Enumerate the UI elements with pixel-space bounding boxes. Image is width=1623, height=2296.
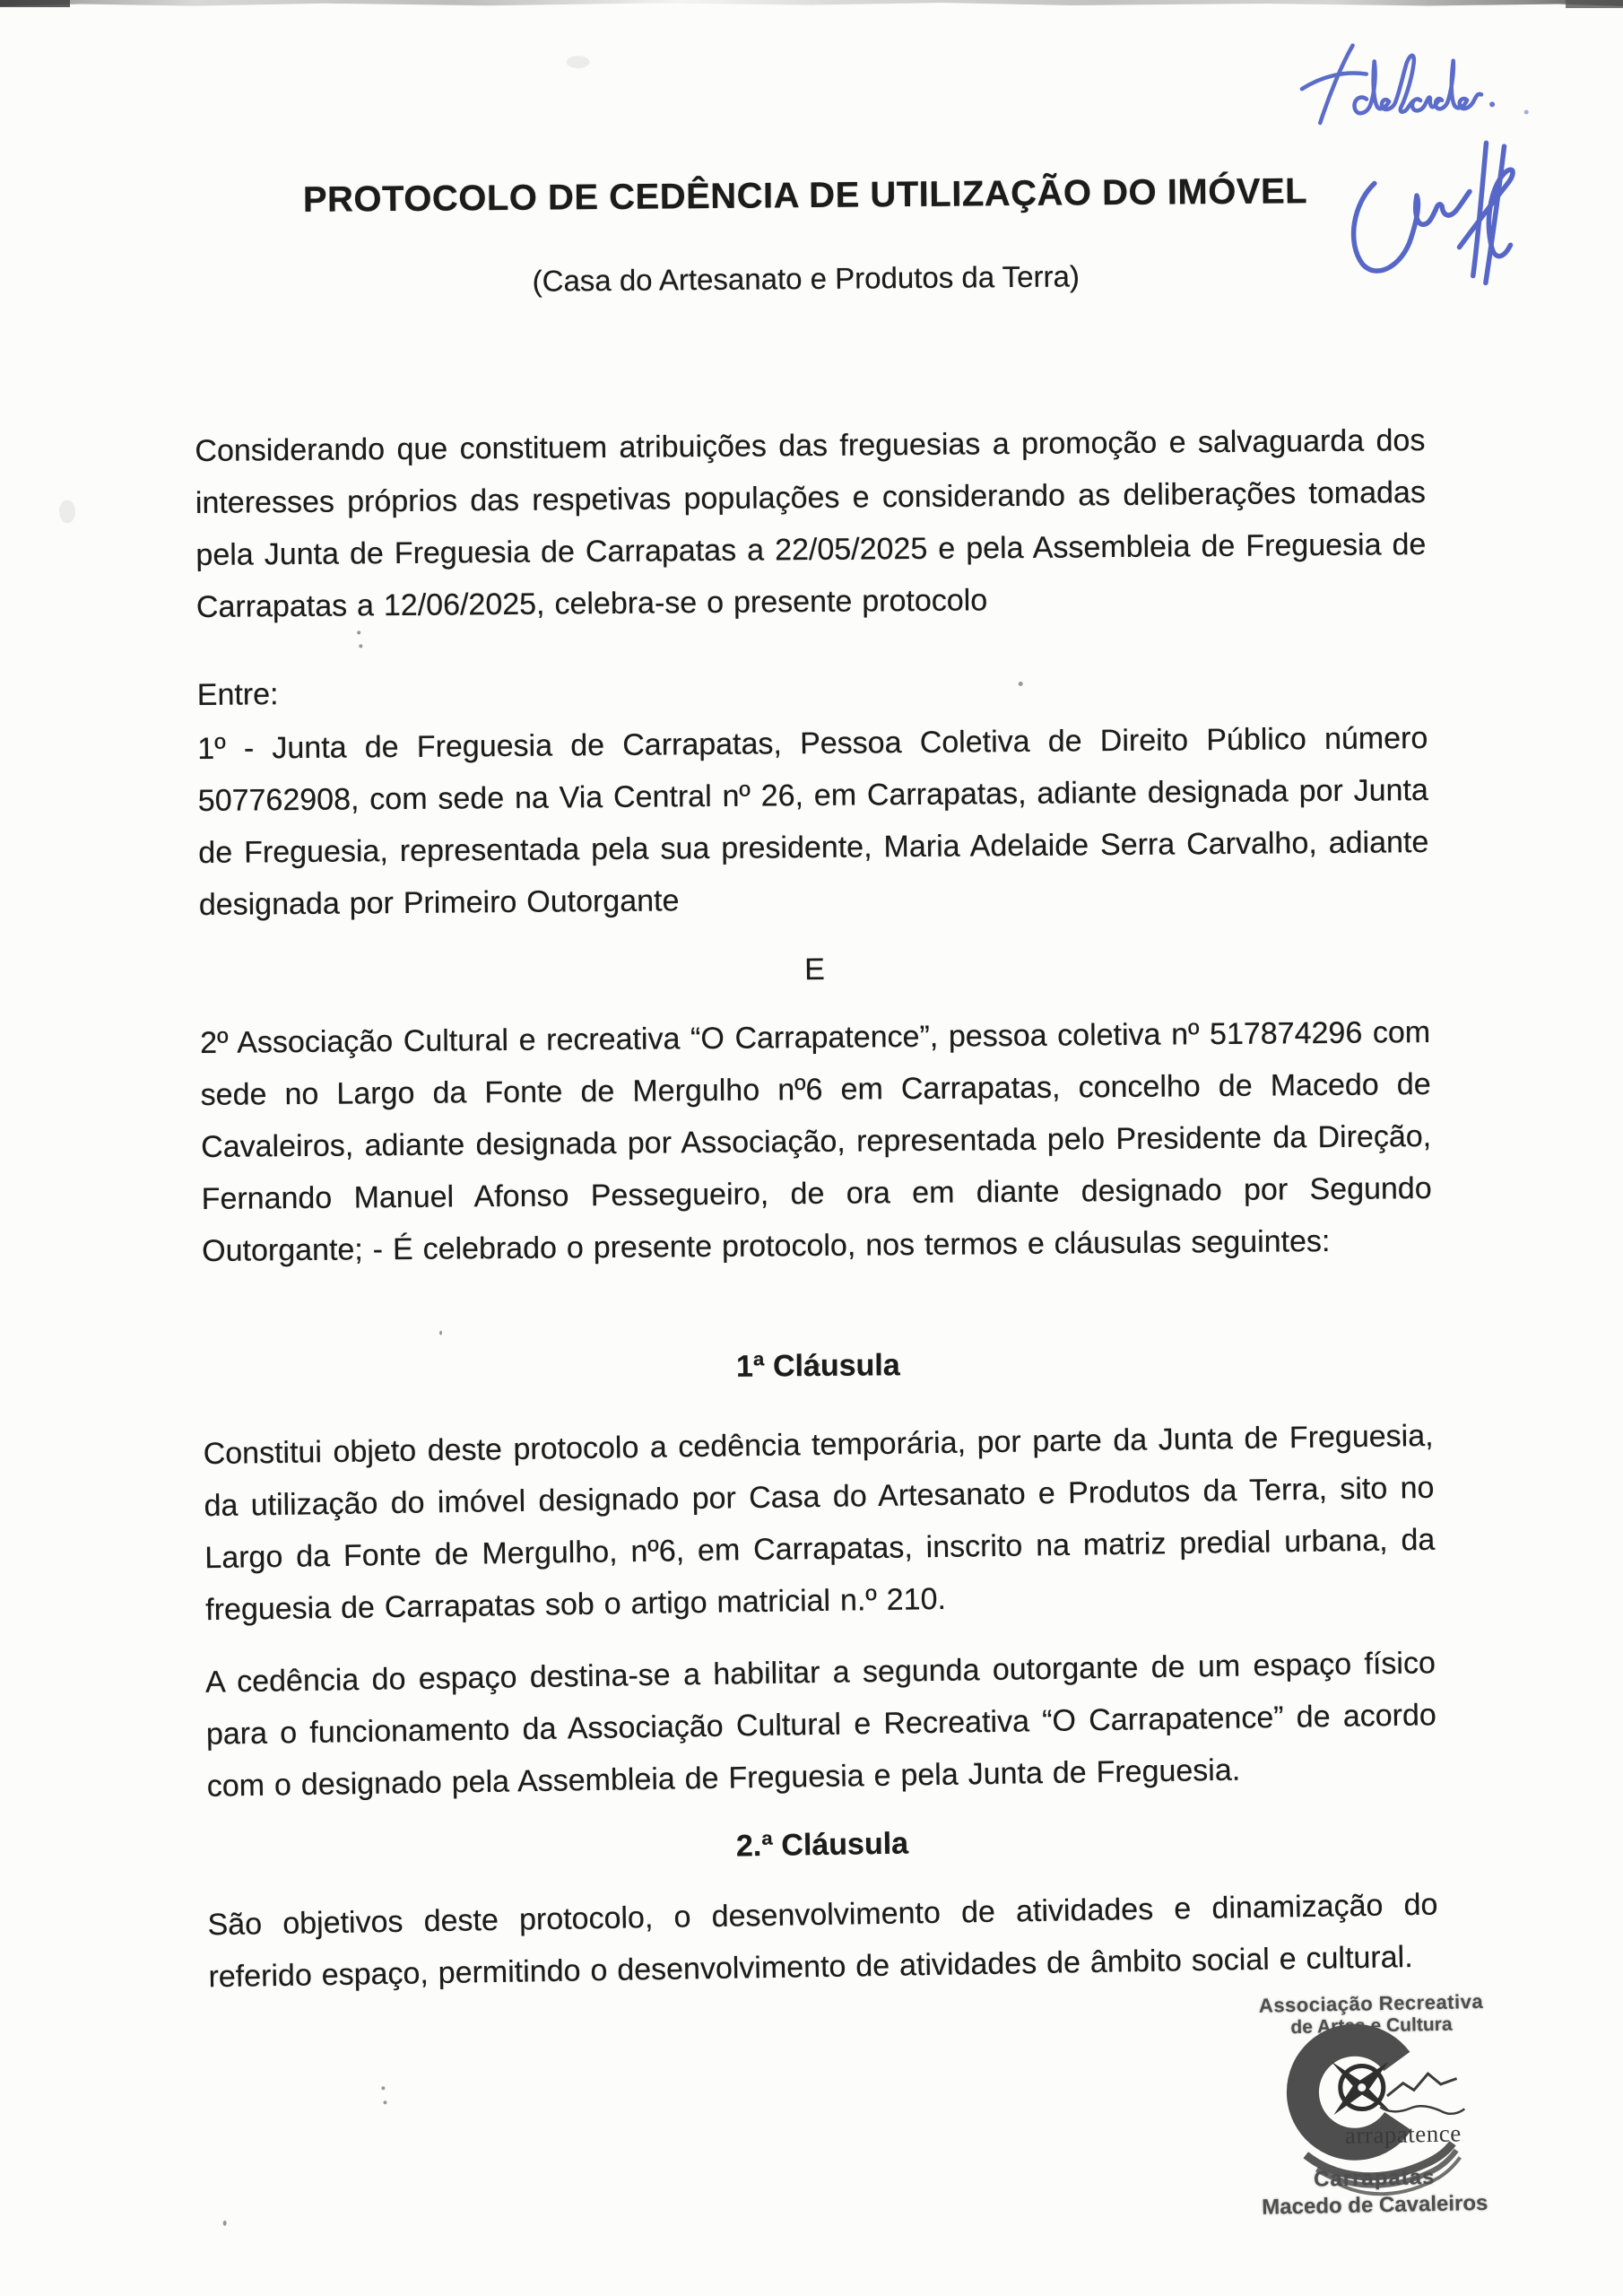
paragraph-objeto-protocolo: Constitui objeto deste protocolo a cedência temporária, por parte da Junta de Freguesia, da utilização do imóvel designado por Casa do Artesanato e Produtos da Terra, sito no Largo da Fonte de Mergulho, nº6, em Carrapatas, inscrito na matriz predial urbana, da freguesia de Carrapatas sob o artigo matricial n.º 210. [203, 1418, 1436, 1628]
mountains-icon [1380, 2073, 1465, 2115]
scan-speck [357, 631, 360, 634]
signature-stray-dot [1524, 109, 1529, 114]
stamp-association-name-line1: Associação Recreativa [1258, 1989, 1484, 2017]
scan-speck [816, 1363, 820, 1367]
compass-star-icon [1331, 2060, 1391, 2115]
paragraph-segundo-outorgante: 2º Associação Cultural e recreativa “O Carrapatence”, pessoa coletiva nº 517874296 com sede no Largo da Fonte de Mergulho nº6 em Carrapatas, concelho de Macedo de Cavaleiros, adiante designada por Associação, representada pelo Presidente da Direção, Fernando Manuel Afonso Pessegueiro, de ora em diante designado por Segundo Outorgante; - É celebrado o presente protocolo, nos termos e cláusulas seguintes: [200, 1014, 1432, 1268]
stamp-municipality: Macedo de Cavaleiros [1262, 2190, 1488, 2220]
paragraph-cedencia-espaco: A cedência do espaço destina-se a habilitar a segunda outorgante de um espaço físico para o funcionamento da Associação Cultural e Recreativa “O Carrapatence” de acordo com o designado pela Assembleia de Freguesia e pela Junta de Freguesia. [204, 1646, 1437, 1804]
scan-smudge [567, 56, 590, 68]
stamp-association-name-line2: de Artes e Cultura [1290, 2013, 1453, 2039]
document-title: PROTOCOLO DE CEDÊNCIA DE UTILIZAÇÃO DO IMÓVEL [302, 171, 1308, 220]
entre-label: Entre: [196, 677, 279, 712]
scan-speck [381, 2086, 385, 2090]
clausula-2-heading: 2.ª Cláusula [735, 1826, 909, 1864]
clausula-1-heading: 1ª Cláusula [735, 1348, 900, 1384]
scan-speck [223, 2221, 227, 2226]
scan-speck [1019, 682, 1023, 686]
signature-name-stroke [1302, 44, 1482, 123]
association-stamp [1237, 1982, 1623, 2294]
document-subtitle: (Casa do Artesanato e Produtos da Terra) [532, 259, 1081, 298]
paragraph-objetivos: São objetivos deste protocolo, o desenvolvimento de atividades e dinamização do referido espaço, permitindo o desenvolvimento de atividades de âmbito social e cultural. [207, 1887, 1438, 1995]
paragraph-primeiro-outorgante: 1º - Junta de Freguesia de Carrapatas, Pessoa Coletiva de Direito Público número 507762908, com sede na Via Central nº 26, em Carrapatas, adiante designada por Junta de Freguesia, representada pela sua presidente, Maria Adelaide Serra Carvalho, adiante designada por Primeiro Outorgante [197, 720, 1429, 922]
scan-speck [439, 1331, 442, 1335]
scan-smudge [59, 500, 75, 523]
stamp-emblem-graphic [1237, 1982, 1623, 2294]
stamp-emblem-text: arrapatence [1344, 2119, 1462, 2149]
signature-end-dot [1489, 101, 1495, 107]
conjunction-e: E [803, 952, 826, 987]
paragraph-considerando: Considerando que constituem atribuições das freguesias a promoção e salvaguarda dos interesses próprios das respetivas populações e considerando as deliberações tomadas pela Junta de Freguesia de Carrapatas a 22/05/2025 e pela Assembleia de Freguesia de Carrapatas a 12/06/2025, celebra-se o presente protocolo [195, 423, 1427, 624]
scan-speck [1037, 500, 1040, 506]
scan-speck [359, 644, 362, 648]
scan-speck [383, 2100, 386, 2104]
stamp-town: Carrapatas [1313, 2165, 1436, 2192]
